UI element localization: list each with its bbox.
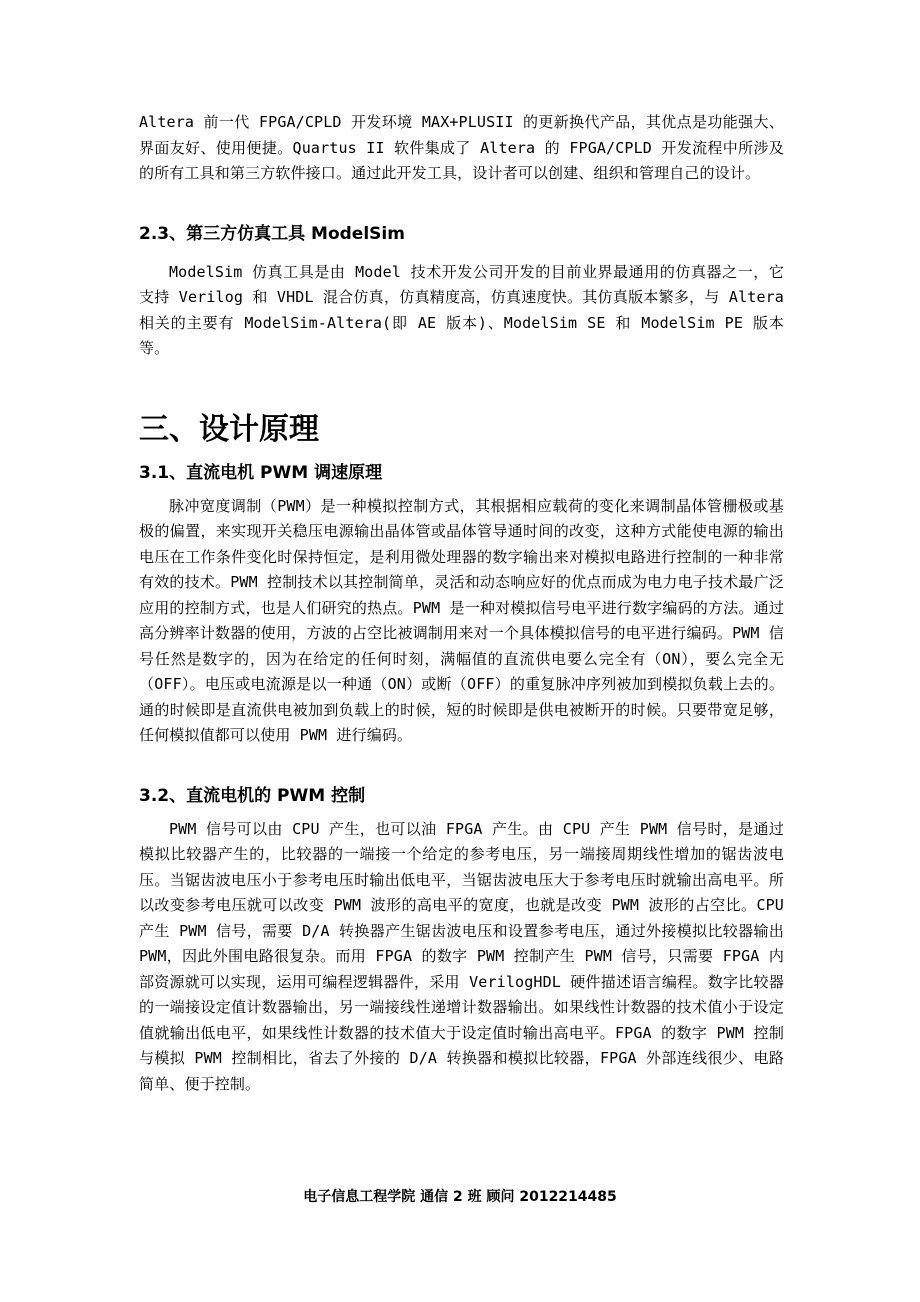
document-page xyxy=(139,110,784,1097)
chapter-3-heading: 三、设计原理 xyxy=(139,411,319,447)
page-footer: 电子信息工程学院 通信 2 班 顾问 2012214485 xyxy=(303,1189,617,1205)
section-3-1-paragraph: 脉冲宽度调制（PWM）是一种模拟控制方式，其根据相应载荷的变化来调制晶体管栅极或基极的偏置，来实现开关稳压电源输出晶体管或晶体管导通时间的改变，这种方式能使电源的输出电压在工作条件变化时保持恒定，是利用微处理器的数字输出来对模拟电路进行控制的一种非常有效的技术。PWM 控制技术以其控制简单，灵活和动态响应好的优点而成为电力电子技术最广泛应用的控制方式，也是人们研究的热点。PWM 是一种对模拟信号电平进行数字编码的方法。通过高分辨率计数器的使用，方波的占空比被调制用来对一个具体模拟信号的电平进行编码。PWM 信号任然是数字的，因为在给定的任何时刻，满幅值的直流供电要么完全有（ON），要么完全无（OFF）。电压或电流源是以一种通（ON）或断（OFF）的重复脉冲序列被加到模拟负载上去的。通的时候即是直流供电被加到负载上的时候，短的时候即是供电被断开的时候。只要带宽足够，任何模拟值都可以使用 PWM 进行编码。 xyxy=(139,496,784,744)
section-3-1-heading: 3.1、直流电机 PWM 调速原理 xyxy=(139,462,383,483)
section-3-2-heading: 3.2、直流电机的 PWM 控制 xyxy=(139,785,366,806)
section-3-2-paragraph: PWM 信号可以由 CPU 产生，也可以油 FPGA 产生。由 CPU 产生 PWM 信号时，是通过模拟比较器产生的，比较器的一端接一个给定的参考电压，另一端接周期线性增加的锯齿波电压。当锯齿波电压小于参考电压时输出低电平，当锯齿波电压大于参考电压时就输出高电平。所以改变参考电压就可以改变 PWM 波形的高电平的宽度，也就是改变 PWM 波形的占空比。CPU 产生 PWM 信号，需要 D/A 转换器产生锯齿波电压和设置参考电压，通过外接模拟比较器输出 PWM，因此外围电路很复杂。而用 FPGA 的数字 PWM 控制产生 PWM 信号，只需要 FPGA 内部资源就可以实现，运用可编程逻辑器件，采用 VerilogHDL 硬件描述语言编程。数字比较器的一端接设定值计数器输出，另一端接线性递增计数器输出。如果线性计数器的技术值小于设定值就输出低电平，如果线性计数器的技术值大于设定值时输出高电平。FPGA 的数字 PWM 控制与模拟 PWM 控制相比，省去了外接的 D/A 转换器和模拟比较器，FPGA 外部连线很少、电路简单、便于控制。 xyxy=(139,819,784,1093)
intro-paragraph: Altera 前一代 FPGA/CPLD 开发环境 MAX+PLUSII 的更新换代产品，其优点是功能强大、界面友好、使用便捷。Quartus II 软件集成了 Altera 的 FPGA/CPLD 开发流程中所涉及的所有工具和第三方软件接口。通过此开发工具，设计者可以创建、组织和管理自己的设计。 xyxy=(139,113,784,182)
section-2-3-heading: 2.3、第三方仿真工具 ModelSim xyxy=(139,223,405,244)
section-2-3-paragraph: ModelSim 仿真工具是由 Model 技术开发公司开发的目前业界最通用的仿真器之一，它支持 Verilog 和 VHDL 混合仿真，仿真精度高，仿真速度快。其仿真版本繁多，与 Altera 相关的主要有 ModelSim-Altera(即 AE 版本)、ModelSim SE 和 ModelSim PE 版本等。 xyxy=(139,262,784,357)
